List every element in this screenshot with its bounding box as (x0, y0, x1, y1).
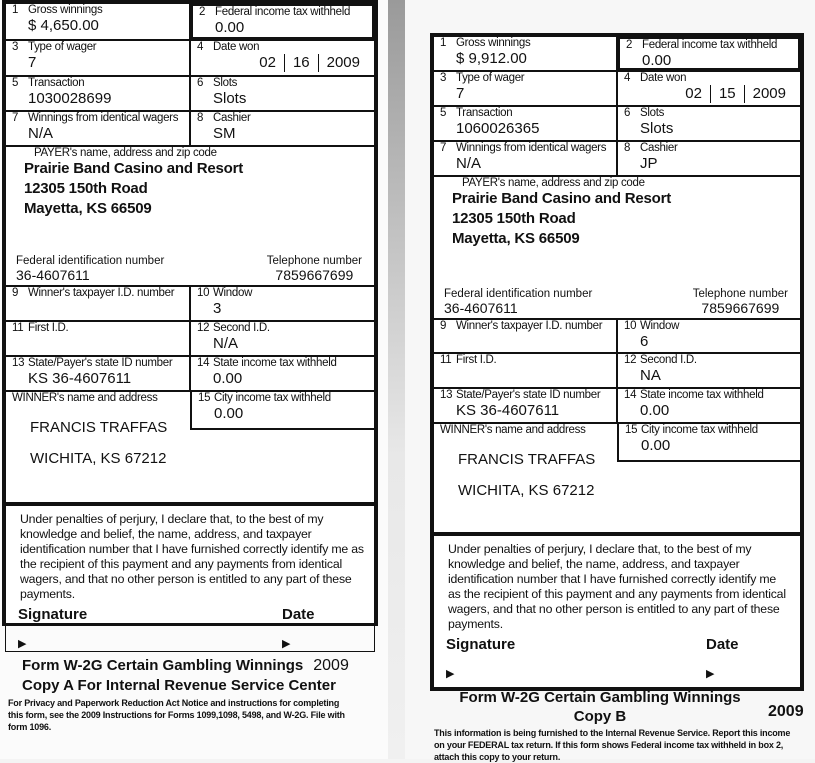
gross-winnings-value: $ 9,912.00 (456, 50, 527, 67)
transaction-value: 1030028699 (28, 90, 112, 107)
cashier-label: 8 Cashier (197, 112, 251, 124)
winner-box (5, 391, 375, 503)
signature-row (12, 602, 374, 624)
payer-box (5, 146, 375, 286)
state-tax-withheld-label: 14 State income tax withheld (624, 389, 764, 401)
federal-tax-withheld-label: 2 Federal income tax withheld (626, 39, 778, 51)
winner-tin-box (433, 319, 617, 353)
payer-name: Prairie Band Casino and Resort (24, 160, 244, 177)
second-id-label: 12 Second I.D. (197, 322, 270, 334)
window-label: 10 Window (197, 287, 253, 299)
signature-label: Signature (446, 636, 516, 653)
identical-wagers-value: N/A (456, 155, 482, 172)
winner-tin-box (5, 286, 190, 321)
type-of-wager-value: 7 (28, 54, 37, 71)
date-won-value: 02 16 2009 (197, 54, 374, 72)
declaration-box (5, 503, 375, 652)
cashier-box (190, 111, 375, 146)
federal-tax-withheld-value: 0.00 (215, 19, 245, 36)
payer-city: Mayetta, KS 66509 (24, 200, 152, 217)
scan-gap (388, 0, 405, 759)
city-tax-withheld-box: 15 City income tax withheld 0.00 (617, 424, 800, 462)
payer-box (433, 176, 801, 319)
state-id-value: KS 36-4607611 (456, 402, 560, 419)
slots-value: Slots (213, 90, 247, 107)
transaction-box (433, 106, 617, 141)
winner-name: FRANCIS TRAFFAS (30, 419, 168, 436)
state-id-label: 13 State/Payer's state ID number (12, 357, 173, 369)
city-tax-withheld-value: 0.00 (641, 437, 671, 454)
telephone: Telephone number 7859667699 (266, 255, 362, 283)
state-tax-withheld-value: 0.00 (640, 402, 670, 419)
second-id-value: N/A (213, 335, 239, 352)
date-won-label: 4 Date won (197, 41, 260, 53)
winner-city: WICHITA, KS 67212 (458, 482, 595, 499)
winner-tin-label: 9 Winner's taxpayer I.D. number (440, 320, 603, 332)
payer-label: PAYER's name, address and zip code (462, 177, 645, 189)
type-of-wager-label: 3 Type of wager (12, 41, 97, 53)
date-won-box (617, 71, 801, 106)
city-tax-withheld-box: 15 City income tax withheld 0.00 (190, 392, 374, 430)
signature-row (440, 632, 800, 654)
signature-arrow-row (440, 654, 800, 681)
second-id-value: NA (640, 367, 661, 384)
identical-wagers-value: N/A (28, 125, 54, 142)
type-of-wager-box (5, 40, 190, 76)
identical-wagers-label: 7 Winnings from identical wagers (440, 142, 607, 154)
transaction-label: 5 Transaction (12, 77, 85, 89)
winner-tin-label: 9 Winner's taxpayer I.D. number (12, 287, 175, 299)
form-year: 2009 (313, 657, 349, 674)
signature-arrow-icon[interactable]: ▶ (18, 638, 27, 650)
first-id-box (5, 321, 190, 356)
footer-note: This information is being furnished to the Internal Revenue Service. Report this income on your FEDERAL tax return. If this form shows Federal income tax withheld in box 2, attach this copy to your return. (434, 728, 791, 762)
signature-arrow-row (12, 624, 374, 651)
federal-id: Federal identification number 36-4607611 (16, 255, 165, 283)
second-id-label: 12 Second I.D. (624, 354, 697, 366)
footer-note: For Privacy and Paperwork Reduction Act Notice and instructions for completing this form, see the 2009 Instructions for Forms 1099,1098, 5498, and W-2G. File with form 1096. (8, 698, 345, 732)
payer-street: 12305 150th Road (24, 180, 148, 197)
state-id-label: 13 State/Payer's state ID number (440, 389, 601, 401)
transaction-box (5, 76, 190, 111)
telephone: Telephone number 7859667699 (692, 288, 788, 316)
w2g-form-copy-b (430, 33, 804, 691)
declaration-text: Under penalties of perjury, I declare that, to the best of my knowledge and belief, the name, address, and taxpayer identification number that I have furnished correctly identify me as the recipient of this payment and any payments from identical wagers, and that no other person is entitled to any part of these payments. (448, 542, 786, 631)
winner-box (433, 423, 801, 533)
slots-label: 6 Slots (197, 77, 238, 89)
declaration-text: Under penalties of perjury, I declare that, to the best of my knowledge and belief, the name, address, and taxpayer identification number that I have furnished correctly identify me as the recipient of this payment and any payments from identical wagers, and that no other person is entitled to any part of these payments. (20, 512, 364, 601)
payer-city: Mayetta, KS 66509 (452, 230, 580, 247)
payer-name: Prairie Band Casino and Resort (452, 190, 672, 207)
slots-label: 6 Slots (624, 107, 665, 119)
type-of-wager-value: 7 (456, 85, 465, 102)
identical-wagers-box (433, 141, 617, 176)
slots-box (617, 106, 801, 141)
first-id-label: 11 First I.D. (12, 322, 69, 334)
gross-winnings-value: $ 4,650.00 (28, 17, 99, 34)
date-won-box (190, 40, 375, 76)
winner-label: WINNER's name and address (440, 424, 586, 436)
payer-label: PAYER's name, address and zip code (34, 147, 217, 159)
state-id-box (5, 356, 190, 391)
cashier-box (617, 141, 801, 176)
form-year: 2009 (768, 703, 804, 720)
state-tax-withheld-box (190, 356, 375, 391)
federal-tax-withheld-box (190, 3, 375, 40)
date-arrow-icon[interactable]: ▶ (706, 668, 715, 680)
window-box (617, 319, 801, 353)
state-id-box (433, 388, 617, 423)
first-id-label: 11 First I.D. (440, 354, 497, 366)
cashier-value: SM (213, 125, 236, 142)
winner-name: FRANCIS TRAFFAS (458, 451, 596, 468)
gross-winnings-label: 1 Gross winnings (440, 37, 531, 49)
cashier-value: JP (640, 155, 658, 172)
date-won-value: 02 15 2009 (624, 85, 800, 103)
form-title: Form W-2G Certain Gambling Winnings (22, 657, 304, 674)
declaration-box (433, 533, 801, 688)
footer-title-row (22, 657, 382, 675)
date-won-label: 4 Date won (624, 72, 687, 84)
window-value: 6 (640, 333, 649, 350)
type-of-wager-label: 3 Type of wager (440, 72, 525, 84)
type-of-wager-box (433, 71, 617, 106)
gross-winnings-box (5, 3, 190, 40)
form-title: Form W-2G Certain Gambling Winnings (459, 689, 741, 706)
signature-arrow-icon[interactable]: ▶ (446, 668, 455, 680)
identical-wagers-box (5, 111, 190, 146)
copy-label: Copy B (573, 708, 627, 725)
winner-city: WICHITA, KS 67212 (30, 450, 167, 467)
state-tax-withheld-value: 0.00 (213, 370, 243, 387)
date-label: Date (282, 606, 315, 623)
window-value: 3 (213, 300, 222, 317)
federal-tax-withheld-box (617, 36, 801, 71)
window-label: 10 Window (624, 320, 680, 332)
first-id-box (433, 353, 617, 388)
identical-wagers-label: 7 Winnings from identical wagers (12, 112, 179, 124)
federal-tax-withheld-value: 0.00 (642, 52, 672, 69)
payer-street: 12305 150th Road (452, 210, 576, 227)
slots-box (190, 76, 375, 111)
slots-value: Slots (640, 120, 674, 137)
second-id-box (190, 321, 375, 356)
state-tax-withheld-box (617, 388, 801, 423)
state-id-value: KS 36-4607611 (28, 370, 132, 387)
window-box (190, 286, 375, 321)
transaction-label: 5 Transaction (440, 107, 513, 119)
federal-tax-withheld-label: 2 Federal income tax withheld (199, 6, 351, 18)
transaction-value: 1060026365 (456, 120, 540, 137)
signature-label: Signature (18, 606, 88, 623)
copy-label: Copy A For Internal Revenue Service Center (22, 677, 336, 694)
winner-label: WINNER's name and address (12, 392, 158, 404)
city-tax-withheld-value: 0.00 (214, 405, 244, 422)
gross-winnings-label: 1 Gross winnings (12, 4, 103, 16)
date-label: Date (706, 636, 739, 653)
second-id-box (617, 353, 801, 388)
w2g-form-copy-a (2, 0, 378, 650)
state-tax-withheld-label: 14 State income tax withheld (197, 357, 337, 369)
cashier-label: 8 Cashier (624, 142, 678, 154)
date-arrow-icon[interactable]: ▶ (282, 638, 291, 650)
gross-winnings-box (433, 36, 617, 71)
federal-id: Federal identification number 36-4607611 (444, 288, 593, 316)
